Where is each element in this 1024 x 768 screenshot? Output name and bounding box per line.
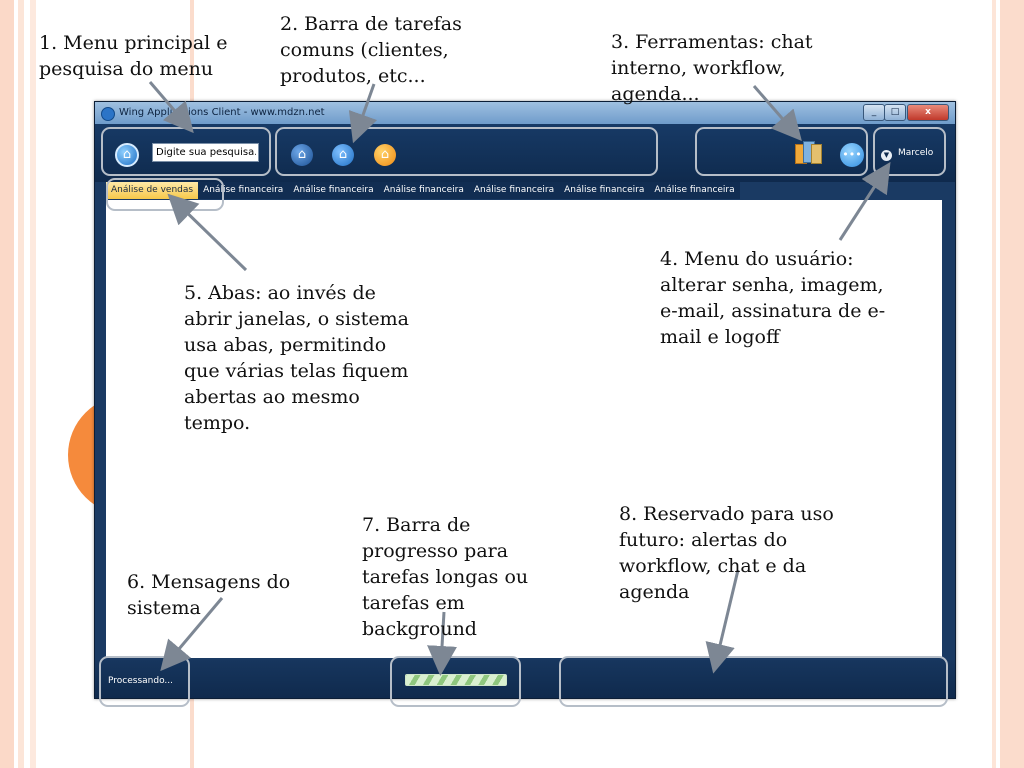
annotation-8: 8. Reservado para uso futuro: alertas do workflow, chat e da agenda	[619, 503, 834, 603]
arrow-4	[840, 172, 884, 240]
user-menu-button[interactable]: Marcelo	[898, 148, 934, 158]
tab-analise-financeira[interactable]: Análise financeira	[288, 182, 378, 199]
annotation-7: 7. Barra de progresso para tarefas longas ou tarefas em background	[362, 514, 529, 640]
annotation-5: 5. Abas: ao invés de abrir janelas, o sistema usa abas, permitindo que várias telas fiquem abertas ao mesmo tempo.	[184, 282, 409, 434]
tab-analise-financeira[interactable]: Análise financeira	[649, 182, 739, 199]
home-icon[interactable]: ⌂	[374, 144, 396, 166]
annotation-4: 4. Menu do usuário: alterar senha, imagem, e-mail, assinatura de e- mail e logoff	[660, 248, 886, 348]
arrow-2	[357, 84, 374, 132]
window-title: Wing Applications Client - www.mdzn.net	[119, 107, 325, 118]
close-button[interactable]: x	[907, 104, 949, 121]
annotation-1: 1. Menu principal e pesquisa do menu	[39, 32, 228, 80]
minimize-button[interactable]: _	[863, 104, 885, 121]
arrow-1	[150, 82, 186, 124]
tab-analise-vendas[interactable]: Análise de vendas	[106, 182, 198, 199]
maximize-button[interactable]: □	[884, 104, 906, 121]
arrow-5	[176, 202, 246, 270]
annotation-2: 2. Barra de tarefas comuns (clientes, produtos, etc...	[280, 13, 462, 87]
home-icon[interactable]: ⌂	[291, 144, 313, 166]
home-icon[interactable]: ⌂	[332, 144, 354, 166]
status-message: Processando...	[108, 676, 174, 686]
annotation-3: 3. Ferramentas: chat interno, workflow, agenda...	[611, 31, 813, 105]
tab-analise-financeira[interactable]: Análise financeira	[469, 182, 559, 199]
tab-analise-financeira[interactable]: Análise financeira	[559, 182, 649, 199]
tab-analise-financeira[interactable]: Análise financeira	[198, 182, 288, 199]
annotation-6: 6. Mensagens do sistema	[127, 571, 291, 619]
chat-icon[interactable]: •••	[840, 143, 864, 167]
tab-analise-financeira[interactable]: Análise financeira	[379, 182, 469, 199]
chevron-down-icon[interactable]: ▼	[881, 150, 892, 161]
main-menu-icon[interactable]: ⌂	[115, 143, 139, 167]
